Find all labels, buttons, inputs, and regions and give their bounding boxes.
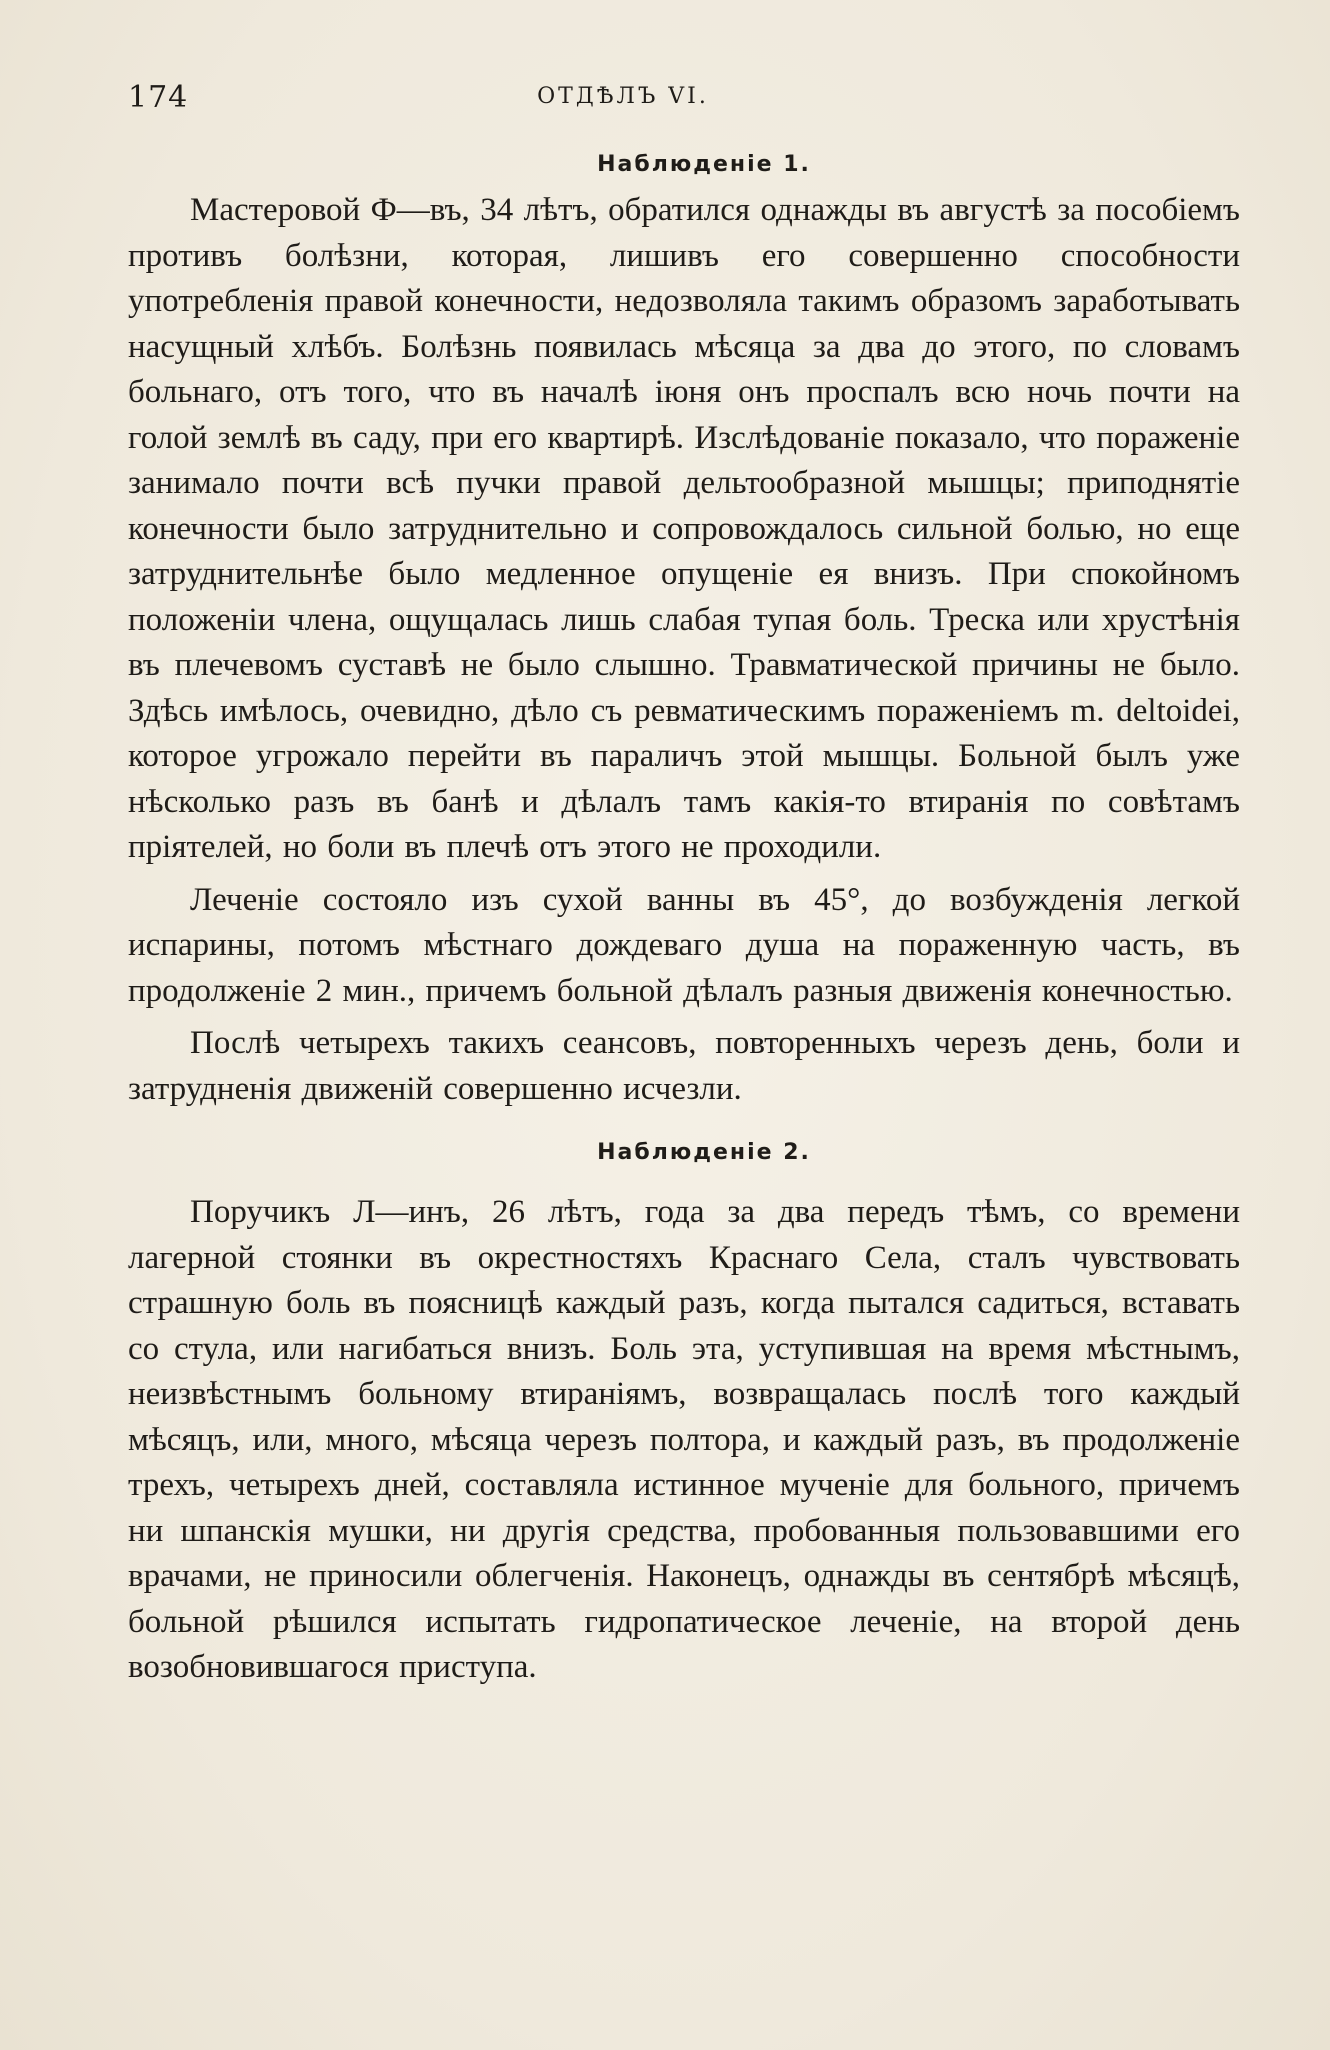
- body-text: [128, 150, 1240, 1691]
- section-title: ОТДѢЛЪ VI.: [537, 84, 709, 109]
- observation-2-heading: Наблюденіе 2.: [597, 1140, 811, 1165]
- page-number: 174: [128, 80, 189, 115]
- observation-1-paragraph-1: Мастеровой Ф—въ, 34 лѣтъ, обратился однажды въ августѣ за пособіемъ противъ болѣзни, которая, лишивъ его совершенно способности употребленія правой конечности, недозволяла такимъ образомъ заработывать насущный хлѣбъ. Болѣзнь появилась мѣсяца за два до этого, по словамъ больнаго, отъ того, что въ началѣ іюня онъ проспалъ всю ночь почти на голой землѣ въ саду, при его квартирѣ. Изслѣдованіе показало, что пораженіе занимало почти всѣ пучки правой дельтообразной мышцы; приподнятіе конечности было затруднительно и сопровождалось сильной болью, но еще затруднительнѣе было медленное опущеніе ея внизъ. При спокойномъ положеніи члена, ощущалась лишь слабая тупая боль. Треска или хрустѣнія въ плечевомъ суставѣ не было слышно. Травматической причины не было. Здѣсь имѣлось, очевидно, дѣло съ ревматическимъ пораженіемъ m. deltoidei, которое угрожало перейти въ параличъ этой мышцы. Больной былъ уже нѣсколько разъ въ банѣ и дѣлалъ тамъ какія-то втиранія по совѣтамъ пріятелей, но боли въ плечѣ отъ этого не проходили.: [128, 192, 1240, 865]
- running-head: [128, 80, 1238, 120]
- observation-1-paragraph-3: Послѣ четырехъ такихъ сеансовъ, повторенныхъ черезъ день, боли и затрудненія движеній совершенно исчезли.: [128, 1025, 1240, 1107]
- observation-2-paragraph-1: Поручикъ Л—инъ, 26 лѣтъ, года за два передъ тѣмъ, со времени лагерной стоянки въ окрестностяхъ Краснаго Села, сталъ чувствовать страшную боль въ поясницѣ каждый разъ, когда пытался садиться, вставать со стула, или нагибаться внизъ. Боль эта, уступившая на время мѣстнымъ, неизвѣстнымъ больному втираніямъ, возвращалась послѣ того каждый мѣсяцъ, или, много, мѣсяца черезъ полтора, и каждый разъ, въ продолженіе трехъ, четырехъ дней, составляла истинное мученіе для больного, причемъ ни шпанскія мушки, ни другія средства, пробованныя пользовавшими его врачами, не приносили облегченія. Наконецъ, однажды въ сентябрѣ мѣсяцѣ, больной рѣшился испытать гидропатическое леченіе, на второй день возобновившагося приступа.: [128, 1194, 1240, 1685]
- observation-1-paragraph-2: Леченіе состояло изъ сухой ванны въ 45°, до возбужденія легкой испарины, потомъ мѣстнаго дождеваго душа на пораженную часть, въ продолженіе 2 мин., причемъ больной дѣлалъ разныя движенія конечностью.: [128, 881, 1240, 1009]
- observation-1-heading: Наблюденіе 1.: [597, 152, 811, 177]
